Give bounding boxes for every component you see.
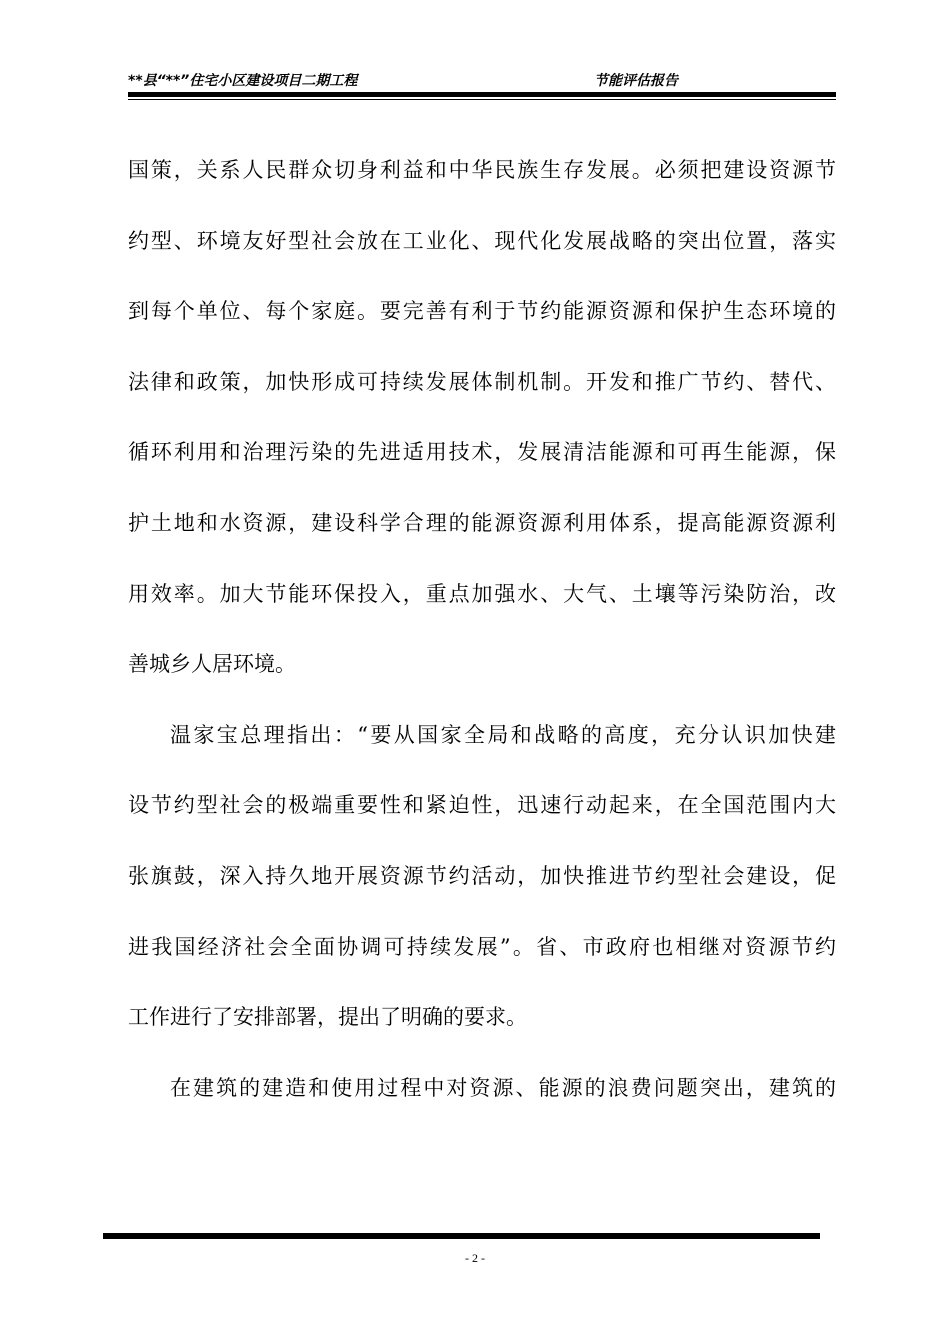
header-rule-thin (128, 99, 836, 100)
text-line: 工作进行了安排部署，提出了明确的要求。 (128, 1005, 527, 1030)
text-line: 用效率。加大节能环保投入，重点加强水、大气、土壤等污染防治，改 (128, 581, 836, 606)
page-number: - 2 - (465, 1251, 485, 1265)
text-line: 张旗鼓，深入持久地开展资源节约活动，加快推进节约型社会建设，促 (128, 863, 836, 888)
footer-rule (103, 1233, 820, 1239)
text-line: 善城乡人居环境。 (128, 652, 296, 677)
text-line: 护土地和水资源，建设科学合理的能源资源利用体系，提高能源资源利 (128, 510, 836, 535)
body-text (128, 150, 836, 1138)
text-line: 进我国经济社会全面协调可持续发展”。省、市政府也相继对资源节约 (128, 934, 836, 959)
text-line: 循环利用和治理污染的先进适用技术，发展清洁能源和可再生能源，保 (128, 440, 836, 465)
text-line: 国策，关系人民群众切身利益和中华民族生存发展。必须把建设资源节 (128, 158, 836, 182)
header-project-title: **县“**”住宅小区建设项目二期工程 (128, 73, 358, 89)
page-header (128, 68, 836, 92)
text-line: 温家宝总理指出：“要从国家全局和战略的高度，充分认识加快建 (170, 722, 836, 747)
text-line: 约型、环境友好型社会放在工业化、现代化发展战略的突出位置，落实 (128, 228, 836, 253)
header-rule-thick (128, 92, 836, 97)
text-line: 法律和政策，加快形成可持续发展体制机制。开发和推广节约、替代、 (128, 369, 836, 394)
text-line: 在建筑的建造和使用过程中对资源、能源的浪费问题突出，建筑的 (170, 1075, 836, 1100)
text-line: 到每个单位、每个家庭。要完善有利于节约能源资源和保护生态环境的 (128, 299, 836, 324)
header-report-title: 节能评估报告 (594, 73, 678, 89)
text-line: 设节约型社会的极端重要性和紧迫性，迅速行动起来，在全国范围内大 (128, 793, 836, 818)
